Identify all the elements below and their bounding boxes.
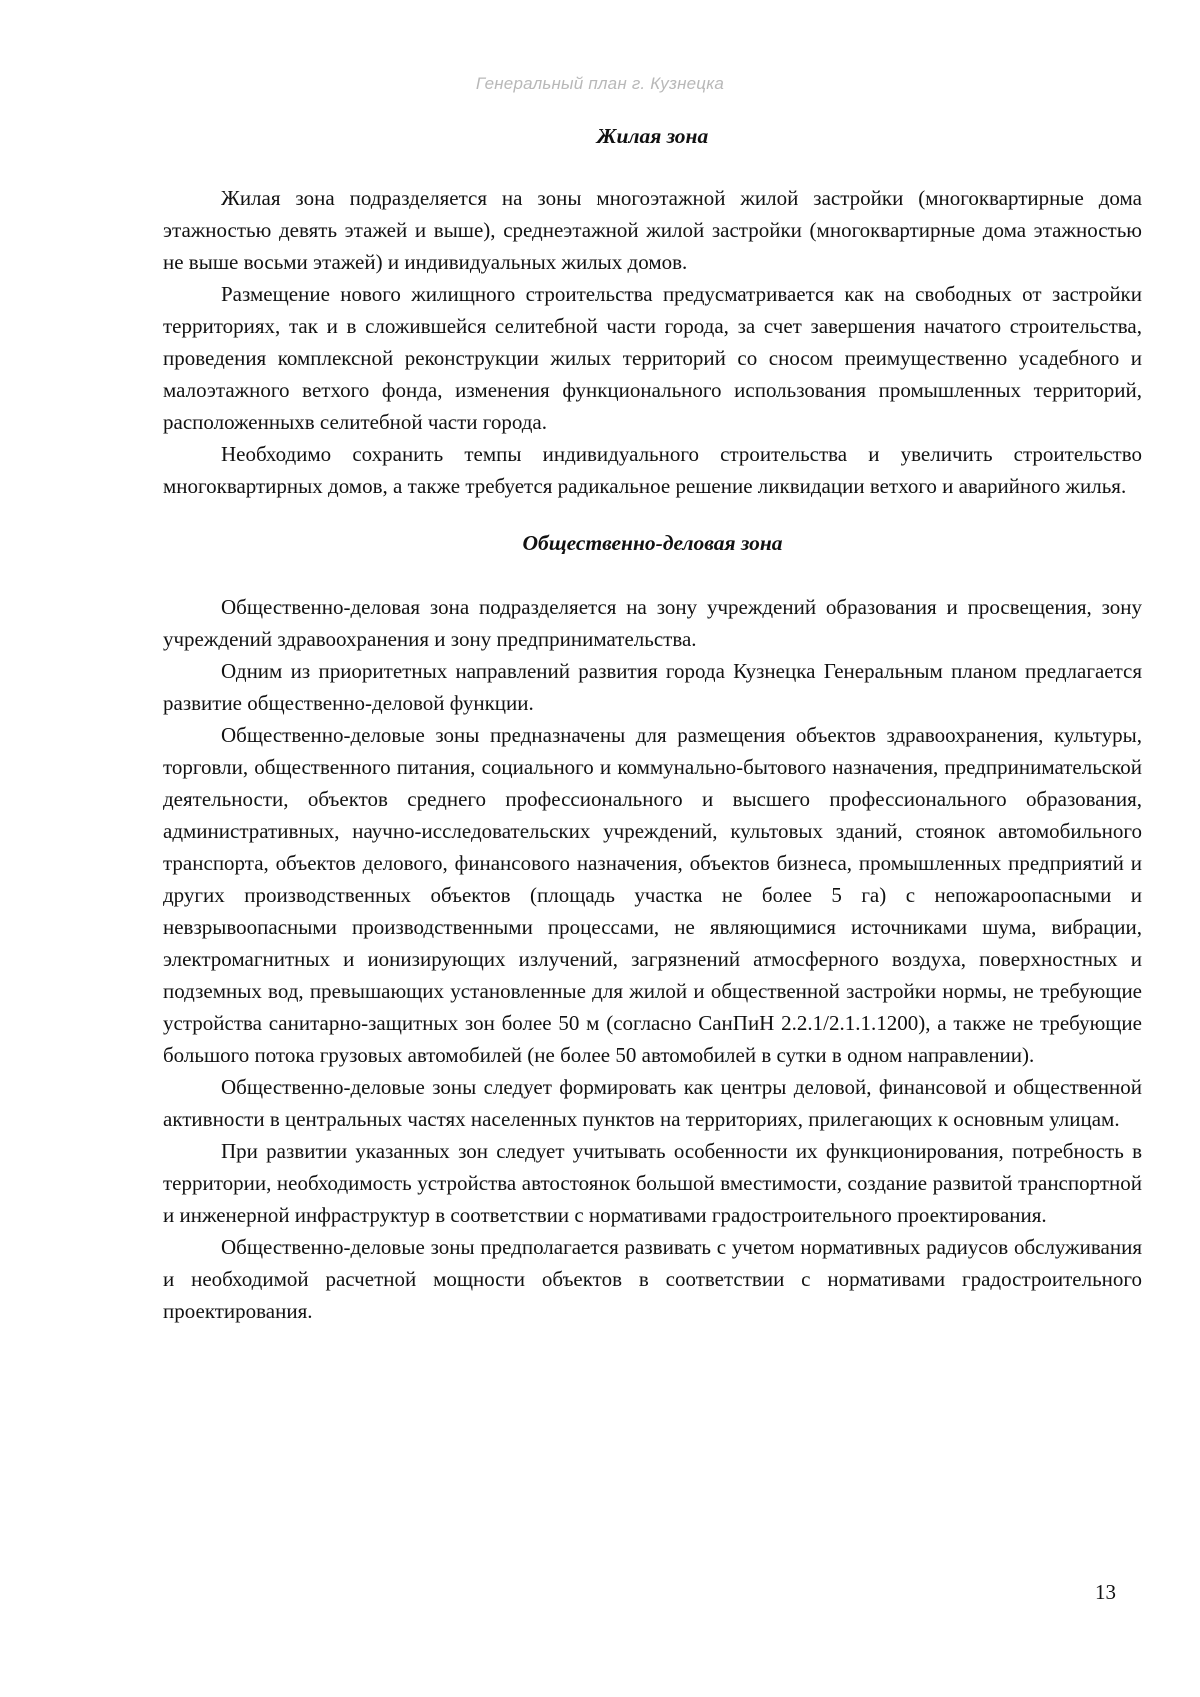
paragraph: Общественно-деловые зоны предназначены для размещения объектов здравоохранения, культуры, торговли, общественного питания, социального и коммунально-бытового назначения, предпринимательской деятельности, объектов среднего профессионального и высшего профессионального образования, административных, научно-исследовательских учреждений, культовых зданий, стоянок автомобильного транспорта, объектов делового, финансового назначения, объектов бизнеса, промышленных предприятий и других производственных объектов (площадь участка не более 5 га) с непожароопасными и невзрывоопасными производственными процессами, не являющимися источниками шума, вибрации, электромагнитных и ионизирующих излучений, загрязнений атмосферного воздуха, поверхностных и подземных вод, превышающих установленные для жилой и общественной застройки нормы, не требующие устройства санитарно-защитных зон более 50 м (согласно СанПиН 2.2.1/2.1.1.1200), а также не требующие большого потока грузовых автомобилей (не более 50 автомобилей в сутки в одном направлении).: [163, 723, 1142, 1067]
paragraph: Одним из приоритетных направлений развития города Кузнецка Генеральным планом предлагается развитие общественно-деловой функции.: [163, 659, 1142, 715]
paragraph: Жилая зона подразделяется на зоны многоэтажной жилой застройки (многоквартирные дома этажностью девять этажей и выше), среднеэтажной жилой застройки (многоквартирные дома этажностью не выше восьми этажей) и индивидуальных жилых домов.: [163, 186, 1142, 274]
section-public-business-zone: [163, 527, 1142, 1327]
running-header: Генеральный план г. Кузнецка: [475, 74, 725, 93]
paragraph: Общественно-деловая зона подразделяется на зону учреждений образования и просвещения, зону учреждений здравоохранения и зону предпринимательства.: [163, 595, 1142, 651]
paragraph: Общественно-деловые зоны предполагается развивать с учетом нормативных радиусов обслуживания и необходимой расчетной мощности объектов в соответствии с нормативами градостроительного проектирования.: [163, 1235, 1142, 1323]
paragraph: При развитии указанных зон следует учитывать особенности их функционирования, потребность в территории, необходимость устройства автостоянок большой вместимости, создание развитой транспортной и инженерной инфраструктур в соответствии с нормативами градостроительного проектирования.: [163, 1139, 1142, 1227]
paragraph: Размещение нового жилищного строительства предусматривается как на свободных от застройки территориях, так и в сложившейся селитебной части города, за счет завершения начатого строительства, проведения комплексной реконструкции жилых территорий со сносом преимущественно усадебного и малоэтажного ветхого фонда, изменения функционального использования промышленных территорий, расположенныхв селитебной части города.: [163, 282, 1142, 434]
page-content: [163, 120, 1142, 1327]
page-number: 13: [1095, 1580, 1116, 1604]
section-residential-zone: [163, 120, 1142, 502]
section-title: Жилая зона: [596, 124, 709, 148]
paragraph: Общественно-деловые зоны следует формировать как центры деловой, финансовой и общественной активности в центральных частях населенных пунктов на территориях, прилегающих к основным улицам.: [163, 1075, 1142, 1131]
paragraph: Необходимо сохранить темпы индивидуального строительства и увеличить строительство многоквартирных домов, а также требуется радикальное решение ликвидации ветхого и аварийного жилья.: [163, 442, 1142, 498]
section-title: Общественно-деловая зона: [522, 531, 783, 555]
